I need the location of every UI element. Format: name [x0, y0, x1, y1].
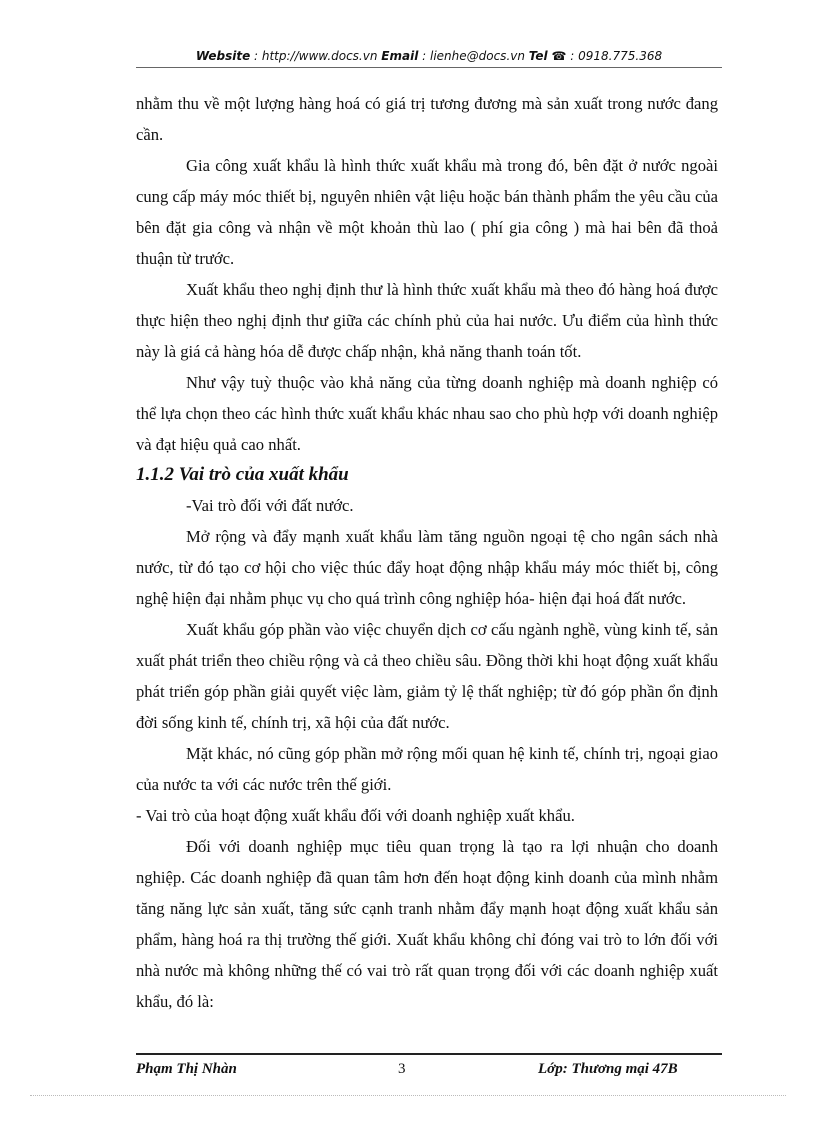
document-body — [136, 88, 718, 1017]
paragraph-5: -Vai trò đối với đất nước. — [186, 496, 354, 515]
email-label: Email — [381, 49, 419, 63]
website-label: Website — [195, 49, 251, 63]
footer-class: Lớp: Thương mại 47B — [538, 1061, 678, 1077]
paragraph-8: Mặt khác, nó cũng góp phần mở rộng mối quan hệ kinh tế, chính trị, ngoại giao của nước ta với các nước trên thế giới. — [136, 744, 718, 794]
paragraph-6: Mở rộng và đẩy mạnh xuất khẩu làm tăng nguồn ngoại tệ cho ngân sách nhà nước, từ đó tạo cơ hội cho việc thúc đẩy hoạt động nhập khẩu máy móc thiết bị, công nghệ hiện đại nhằm phục vụ cho quá trình công nghiệp hóa- hiện đại hoá đất nước. — [136, 527, 718, 608]
telephone-icon: ☎ — [551, 49, 567, 63]
paragraph-10: Đối với doanh nghiệp mục tiêu quan trọng là tạo ra lợi nhuận cho doanh nghiệp. Các doanh nghiệp đã quan tâm hơn đến hoạt động kinh doanh của mình nhằm tăng năng lực sản xuất, tăng sức cạnh tranh nhằm đẩy mạnh hoạt động xuất khẩu sản phẩm, hàng hoá ra thị trường thế giới. Xuất khẩu không chỉ đóng vai trò to lớn đối với nhà nước mà không những thế có vai trò rất quan trọng đối với các doanh nghiệp xuất khẩu, đó là: — [136, 837, 718, 1011]
page-number: 3 — [398, 1061, 406, 1077]
paragraph-2: Gia công xuất khẩu là hình thức xuất khẩu mà trong đó, bên đặt ở nước ngoài cung cấp máy móc thiết bị, nguyên nhiên vật liệu hoặc bán thành phẩm the yêu cầu của bên đặt gia công và nhận về một khoản thù lao ( phí gia công ) mà hai bên đã thoả thuận từ trước. — [136, 156, 718, 268]
email-value: : lienhe@docs.vn — [418, 49, 529, 63]
page-footer — [136, 1053, 722, 1077]
footer-author: Phạm Thị Nhàn — [136, 1061, 237, 1077]
website-value: : http://www.docs.vn — [250, 49, 382, 63]
paragraph-9: - Vai trò của hoạt động xuất khẩu đối với doanh nghiệp xuất khẩu. — [136, 806, 575, 825]
tel-value: : 0918.775.368 — [566, 49, 663, 63]
paragraph-7: Xuất khẩu góp phần vào việc chuyển dịch cơ cấu ngành nghề, vùng kinh tế, sản xuất phát triển theo chiều rộng và cả theo chiều sâu. Đồng thời khi hoạt động xuất khẩu phát triển góp phần giải quyết việc làm, giảm tỷ lệ thất nghiệp; từ đó góp phần ổn định đời sống kinh tế, chính trị, xã hội của đất nước. — [136, 620, 718, 732]
paragraph-1: nhằm thu về một lượng hàng hoá có giá trị tương đương mà sản xuất trong nước đang cần. — [136, 94, 718, 144]
tel-label: Tel — [528, 49, 548, 63]
page-boundary-divider — [30, 1095, 786, 1096]
paragraph-3: Xuất khẩu theo nghị định thư là hình thức xuất khẩu mà theo đó hàng hoá được thực hiện theo nghị định thư giữa các chính phủ của hai nước. Ưu điểm của hình thức này là giá cả hàng hóa dễ được chấp nhận, khả năng thanh toán tốt. — [136, 280, 718, 361]
page-header — [136, 47, 722, 68]
paragraph-4: Như vậy tuỳ thuộc vào khả năng của từng doanh nghiệp mà doanh nghiệp có thể lựa chọn theo các hình thức xuất khẩu khác nhau sao cho phù hợp với doanh nghiệp và đạt hiệu quả cao nhất. — [136, 373, 718, 454]
section-heading: 1.1.2 Vai trò của xuất khẩu — [136, 464, 349, 485]
